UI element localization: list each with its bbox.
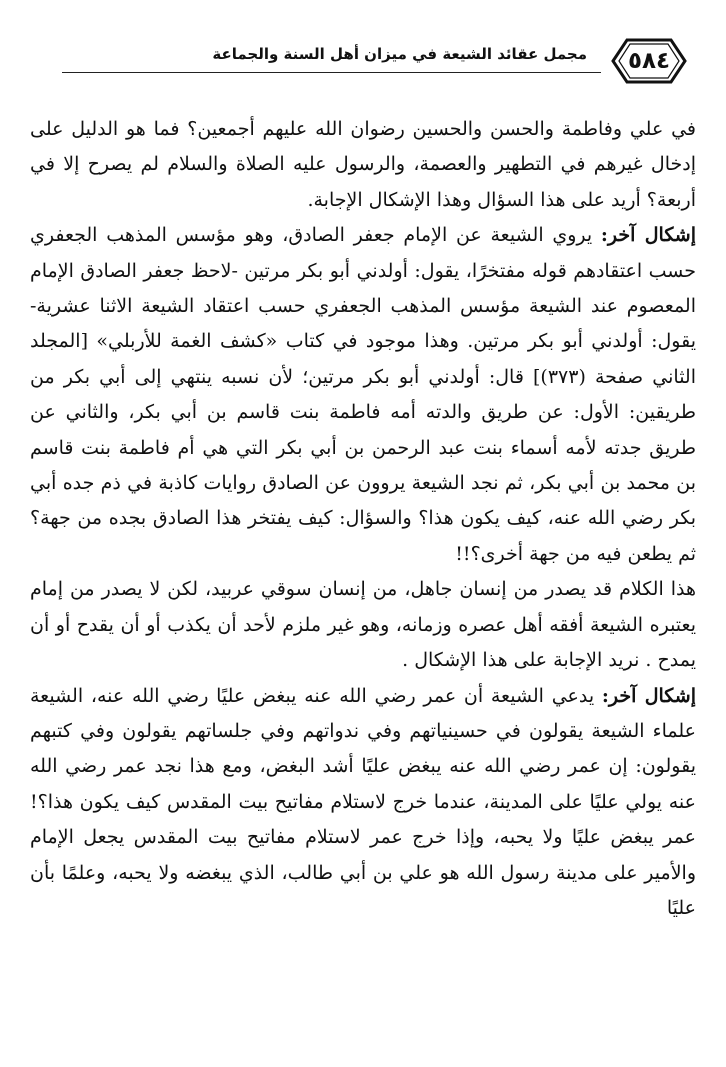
paragraph-2 (30, 218, 696, 572)
header-rule (62, 72, 601, 73)
page-number: ٥٨٤ (627, 48, 671, 74)
page-header (62, 28, 687, 94)
paragraph-4 (30, 679, 696, 927)
paragraph-lead: إشكال آخر: (600, 224, 697, 247)
running-title: مجمل عقائد الشيعة في ميزان أهل السنة والجماعة (212, 45, 587, 63)
paragraph-text: في علي وفاطمة والحسن والحسين رضوان الله عليهم أجمعين؟ فما هو الدليل على إدخال غيرهم في التطهير والعصمة، والرسول عليه الصلاة والسلام لم يصرح إلا في أربعة؟ أريد على هذا السؤال وهذا الإشكال الإجابة. (30, 118, 696, 211)
paragraph-text: هذا الكلام قد يصدر من إنسان جاهل، من إنسان سوقي عربيد، لكن لا يصدر من إمام يعتبره الشيعة أفقه أهل عصره وزمانه، وهو غير ملزم لأحد أن يكذب أو أن يقدح أو أن يمدح . نريد الإجابة على هذا الإشكال . (30, 578, 696, 672)
paragraph-3 (30, 572, 696, 678)
page-number-badge (611, 38, 687, 84)
paragraph-1 (30, 112, 696, 218)
paragraph-lead: إشكال آخر: (601, 684, 696, 707)
paragraph-text: يدعي الشيعة أن عمر رضي الله عنه يبغض عليًا رضي الله عنه، الشيعة علماء الشيعة يقولون في حسينياتهم وفي ندواتهم وفي جلساتهم يقولون وفي كتبهم يقولون: إن عمر رضي الله عنه يبغض عليًا أشد البغض، ومع هذا نجد عمر رضي الله عنه يولي عليًا على المدينة، عندما خرج لاستلام مفاتيح بيت المقدس كيف يكون هذا؟! عمر يبغض عليًا ولا يحبه، وإذا خرج عمر لاستلام مفاتيح بيت المقدس يجعل الإمام والأمير على مدينة رسول الله هو علي بن أبي طالب، الذي يبغضه ولا يحبه، وعلمًا بأن عليًا (30, 684, 696, 919)
body-text (30, 112, 696, 926)
paragraph-text: يروي الشيعة عن الإمام جعفر الصادق، وهو مؤسس المذهب الجعفري حسب اعتقادهم قوله مفتخرًا، يقول: أولدني أبو بكر مرتين -لاحظ جعفر الصادق الإمام المعصوم عند الشيعة مؤسس المذهب الجعفري حسب اعتقاد الشيعة الاثنا عشرية- يقول: أولدني أبو بكر مرتين. وهذا موجود في كتاب «كشف الغمة للأربلي» [المجلد الثاني صفحة (٣٧٣)] قال: أولدني أبو بكر مرتين؛ لأن نسبه ينتهي إلى أبي بكر من طريقين: الأول: عن طريق والدته أمه فاطمة بنت قاسم بن أبي بكر، والثاني عن طريق جدته لأمه أسماء بنت عبد الرحمن بن أبي بكر التي هي أم فاطمة بنت قاسم بن محمد بن أبي بكر، ثم نجد الشيعة يروون عن الصادق روايات كاذبة في ذم جده أبي بكر رضي الله عنه، كيف يكون هذا؟ والسؤال: كيف يفتخر هذا الصادق بجده من جهة؟ ثم يطعن فيه من جهة أخرى؟!! (30, 224, 697, 565)
